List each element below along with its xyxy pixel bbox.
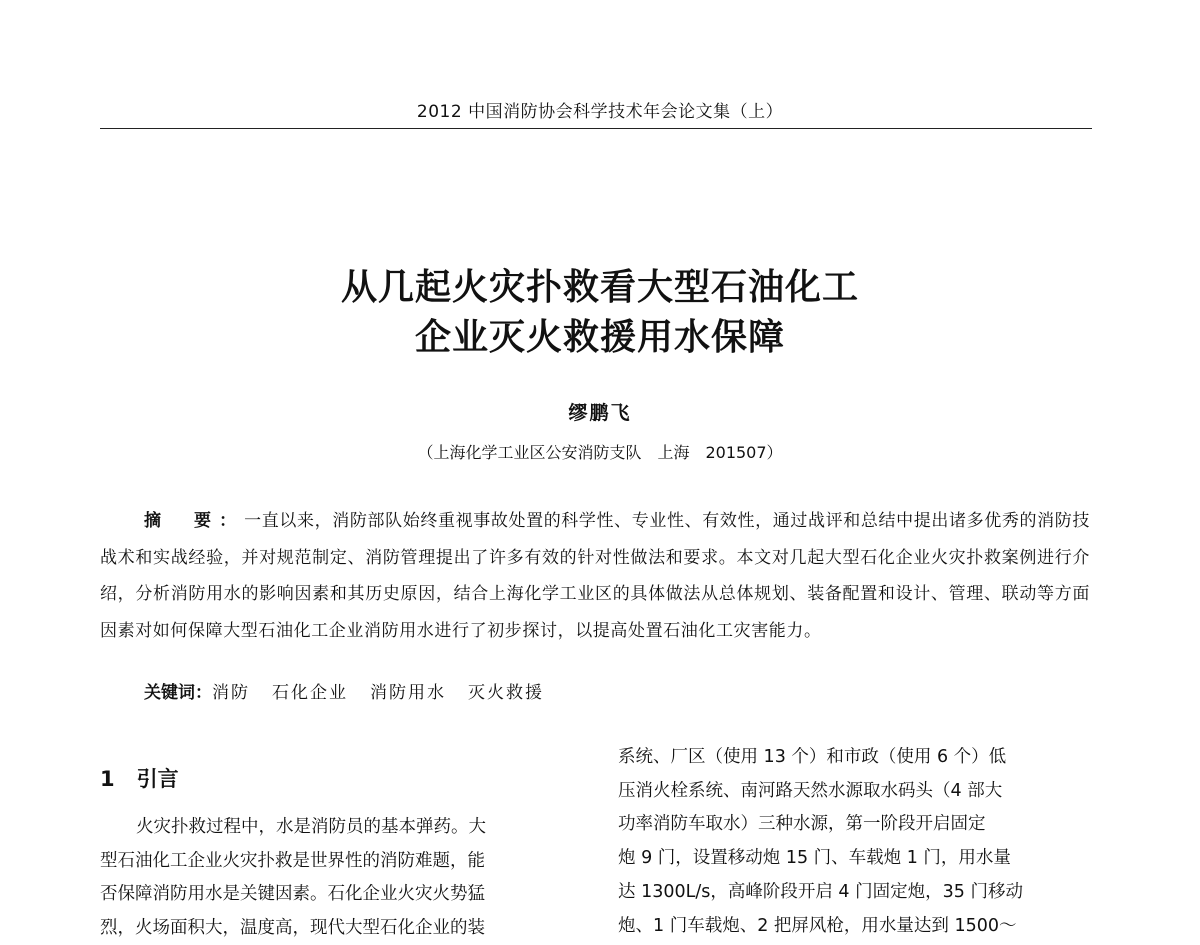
body-line: 达 1300L/s，高峰阶段开启 4 门固定炮，35 门移动 bbox=[618, 876, 1092, 910]
section-number: 1 bbox=[100, 767, 115, 791]
author-affiliation: （上海化学工业区公安消防支队 上海 201507） bbox=[0, 440, 1200, 463]
section-heading bbox=[100, 763, 179, 793]
keywords-label: 关键词： bbox=[144, 683, 212, 703]
keyword-item: 消防用水 bbox=[370, 683, 446, 703]
body-line: 否保障消防用水是关键因素。石化企业火灾火势猛 bbox=[100, 878, 578, 912]
body-column-right bbox=[618, 741, 1092, 943]
section-title: 引言 bbox=[137, 767, 179, 791]
author-name: 缪鹏飞 bbox=[0, 398, 1200, 425]
body-line: 烈，火场面积大，温度高，现代大型石化企业的装 bbox=[100, 912, 578, 945]
header-rule bbox=[100, 128, 1092, 129]
abstract-text: 一直以来，消防部队始终重视事故处置的科学性、专业性、有效性，通过战评和总结中提出诸多优秀的消防技战术和实战经验，并对规范制定、消防管理提出了许多有效的针对性做法和要求。本文对几起大型石化企业火灾扑救案例进行介绍，分析消防用水的影响因素和其历史原因，结合上海化学工业区的具体做法从总体规划、装备配置和设计、管理、联动等方面因素对如何保障大型石油化工企业消防用水进行了初步探讨，以提高处置石油化工灾害能力。 bbox=[100, 511, 1090, 641]
paper-title bbox=[0, 262, 1200, 362]
title-line-1: 从几起火灾扑救看大型石油化工 bbox=[0, 262, 1200, 312]
body-column-left bbox=[100, 811, 578, 945]
keyword-item: 消防 bbox=[212, 683, 250, 703]
running-head: 2012 中国消防协会科学技术年会论文集（上） bbox=[0, 97, 1200, 122]
title-line-2: 企业灭火救援用水保障 bbox=[0, 312, 1200, 362]
keyword-item: 灭火救援 bbox=[468, 683, 544, 703]
body-line: 炮 9 门，设置移动炮 15 门、车载炮 1 门，用水量 bbox=[618, 842, 1092, 876]
body-line: 炮、1 门车载炮、2 把屏风枪，用水量达到 1500～ bbox=[618, 910, 1092, 944]
body-line: 型石油化工企业火灾扑救是世界性的消防难题，能 bbox=[100, 845, 578, 879]
abstract-paragraph bbox=[100, 503, 1090, 649]
body-line: 系统、厂区（使用 13 个）和市政（使用 6 个）低 bbox=[618, 741, 1092, 775]
keywords-line bbox=[144, 679, 1044, 707]
abstract-label: 摘 要： bbox=[144, 511, 244, 531]
keyword-item: 石化企业 bbox=[272, 683, 348, 703]
body-line: 功率消防车取水）三种水源，第一阶段开启固定 bbox=[618, 808, 1092, 842]
body-line: 压消火栓系统、南河路天然水源取水码头（4 部大 bbox=[618, 775, 1092, 809]
body-line: 火灾扑救过程中，水是消防员的基本弹药。大 bbox=[100, 811, 578, 845]
